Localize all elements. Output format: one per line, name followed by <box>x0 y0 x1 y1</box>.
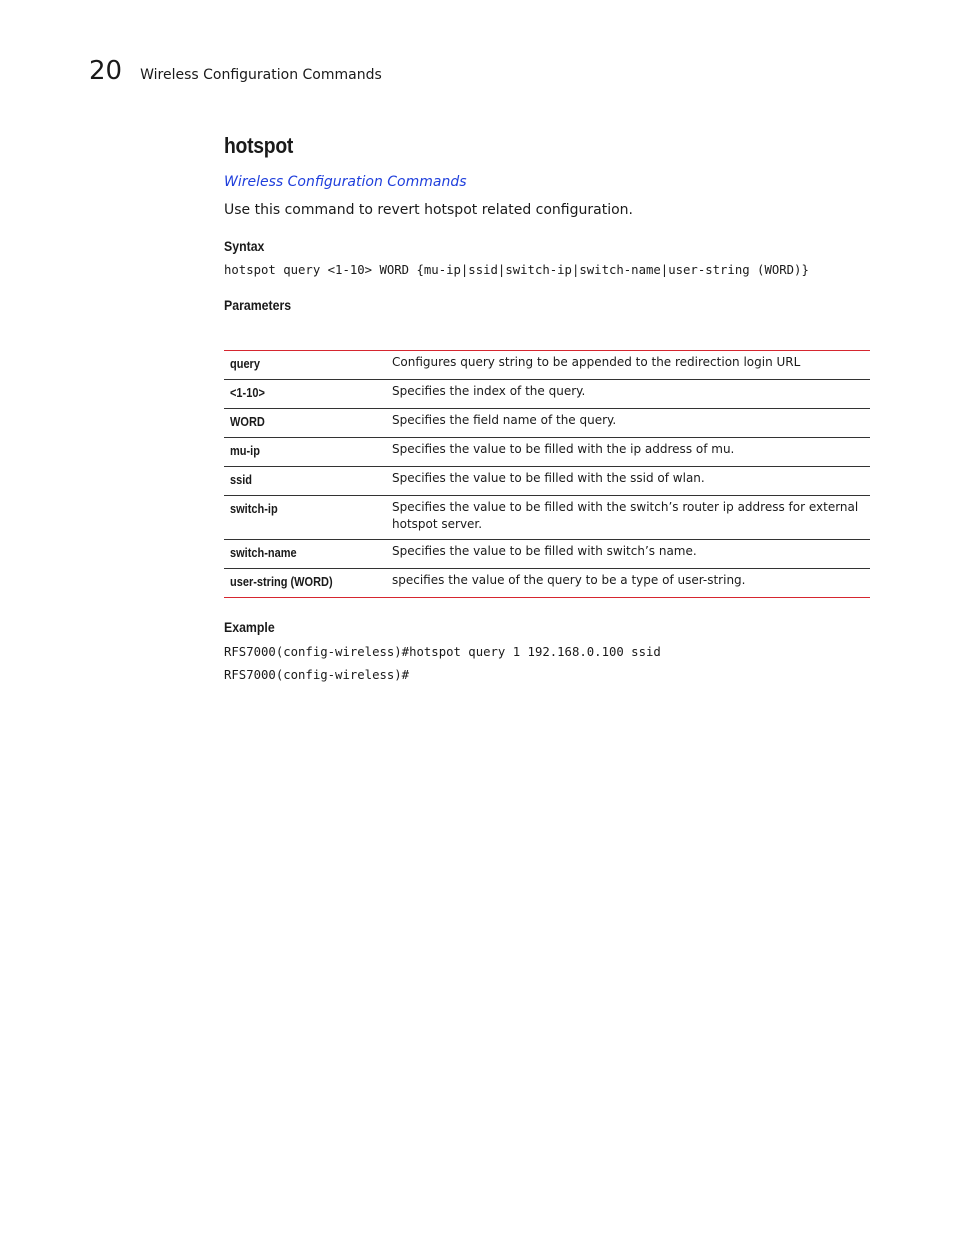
param-description: Specifies the value to be filled with the ssid of wlan. <box>388 467 870 496</box>
chapter-title: Wireless Configuration Commands <box>140 67 382 83</box>
table-row <box>224 409 870 438</box>
table-row <box>224 496 870 540</box>
param-name: switch-name <box>224 540 388 569</box>
example-code-line: RFS7000(config-wireless)#hotspot query 1 192.168.0.100 ssid <box>224 645 661 659</box>
param-name: switch-ip <box>224 496 388 540</box>
param-name: query <box>224 351 388 380</box>
breadcrumb-link[interactable]: Wireless Configuration Commands <box>224 174 467 190</box>
page-title: hotspot <box>224 133 294 158</box>
parameters-table <box>224 350 870 598</box>
example-code-line: RFS7000(config-wireless)# <box>224 668 410 682</box>
param-description: Specifies the index of the query. <box>388 380 870 409</box>
chapter-number: 20 <box>89 56 123 86</box>
param-description: Specifies the value to be filled with the ip address of mu. <box>388 438 870 467</box>
param-name: WORD <box>224 409 388 438</box>
param-name: mu-ip <box>224 438 388 467</box>
param-description: Specifies the value to be filled with switch’s name. <box>388 540 870 569</box>
table-row <box>224 467 870 496</box>
table-row <box>224 569 870 598</box>
syntax-code: hotspot query <1-10> WORD {mu-ip|ssid|switch-ip|switch-name|user-string (WORD)} <box>224 263 809 277</box>
table-row <box>224 380 870 409</box>
param-name: <1-10> <box>224 380 388 409</box>
syntax-heading: Syntax <box>224 238 265 254</box>
parameters-heading: Parameters <box>224 297 292 313</box>
intro-text: Use this command to revert hotspot related configuration. <box>224 202 633 218</box>
param-name: ssid <box>224 467 388 496</box>
table-row <box>224 540 870 569</box>
param-description: Configures query string to be appended to the redirection login URL <box>388 351 870 380</box>
param-description: Specifies the field name of the query. <box>388 409 870 438</box>
table-row <box>224 351 870 380</box>
page-header <box>89 56 382 86</box>
param-description: Specifies the value to be filled with the switch’s router ip address for external hotspot server. <box>388 496 870 540</box>
example-heading: Example <box>224 619 275 635</box>
param-description: specifies the value of the query to be a type of user-string. <box>392 573 746 587</box>
table-row <box>224 438 870 467</box>
param-name: user-string (WORD) <box>230 575 333 589</box>
